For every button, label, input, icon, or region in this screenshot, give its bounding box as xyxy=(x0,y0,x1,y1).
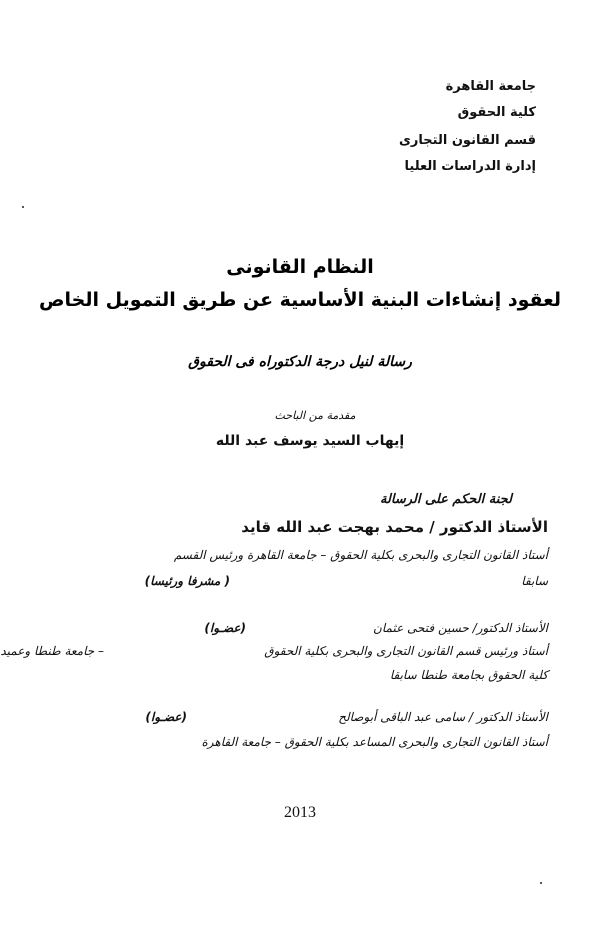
committee-member-name: الأستاذ الدكتور / سامى عبد الباقى أبوصالح xyxy=(338,710,548,724)
thesis-subtitle: رسالة لنيل درجة الدكتوراه فى الحقوق xyxy=(188,354,412,370)
committee-member-position-cont: سابقا xyxy=(521,574,548,588)
faculty-name: كلية الحقوق xyxy=(457,105,536,120)
university-name: جامعة القاهرة xyxy=(445,79,536,94)
committee-member-role: (عضـوا) xyxy=(204,621,246,635)
scan-speck xyxy=(540,882,542,884)
presented-by-label: مقدمة من الباحث xyxy=(274,409,356,422)
department-name: قسم القانون التجارى xyxy=(399,133,536,148)
committee-member-position-cont: كلية الحقوق بجامعة طنطا سابقا xyxy=(389,668,548,682)
committee-heading: لجنة الحكم على الرسالة xyxy=(379,492,512,507)
thesis-title-line-1: النظام القانونى xyxy=(226,256,374,278)
committee-member-affiliation: – جامعة طنطا وعميد xyxy=(0,644,104,658)
committee-member-position: أستاذ القانون التجارى والبحرى المساعد بكلية الحقوق – جامعة القاهرة xyxy=(201,735,548,749)
thesis-year: 2013 xyxy=(284,804,316,821)
committee-member-position: أستاذ ورئيس قسم القانون التجارى والبحرى بكلية الحقوق xyxy=(264,644,548,658)
thesis-title-line-2: لعقود إنشاءات البنية الأساسية عن طريق التمويل الخاص xyxy=(38,289,562,311)
committee-member-name: الأستاذ الدكتور/ حسين فتحى عثمان xyxy=(373,621,548,635)
scan-speck xyxy=(22,206,24,208)
committee-member-role: ( مشرفا ورئيسا) xyxy=(144,574,230,588)
committee-member-role: (عضـوا) xyxy=(145,710,187,724)
researcher-name: إيهاب السيد يوسف عبد الله xyxy=(215,433,405,449)
administration-name: إدارة الدراسات العليا xyxy=(404,159,536,174)
committee-member-name: الأستاذ الدكتور / محمد بهجت عبد الله قايد xyxy=(241,518,548,536)
committee-member-position: أستاذ القانون التجارى والبحرى بكلية الحقوق – جامعة القاهرة ورئيس القسم xyxy=(173,548,548,562)
